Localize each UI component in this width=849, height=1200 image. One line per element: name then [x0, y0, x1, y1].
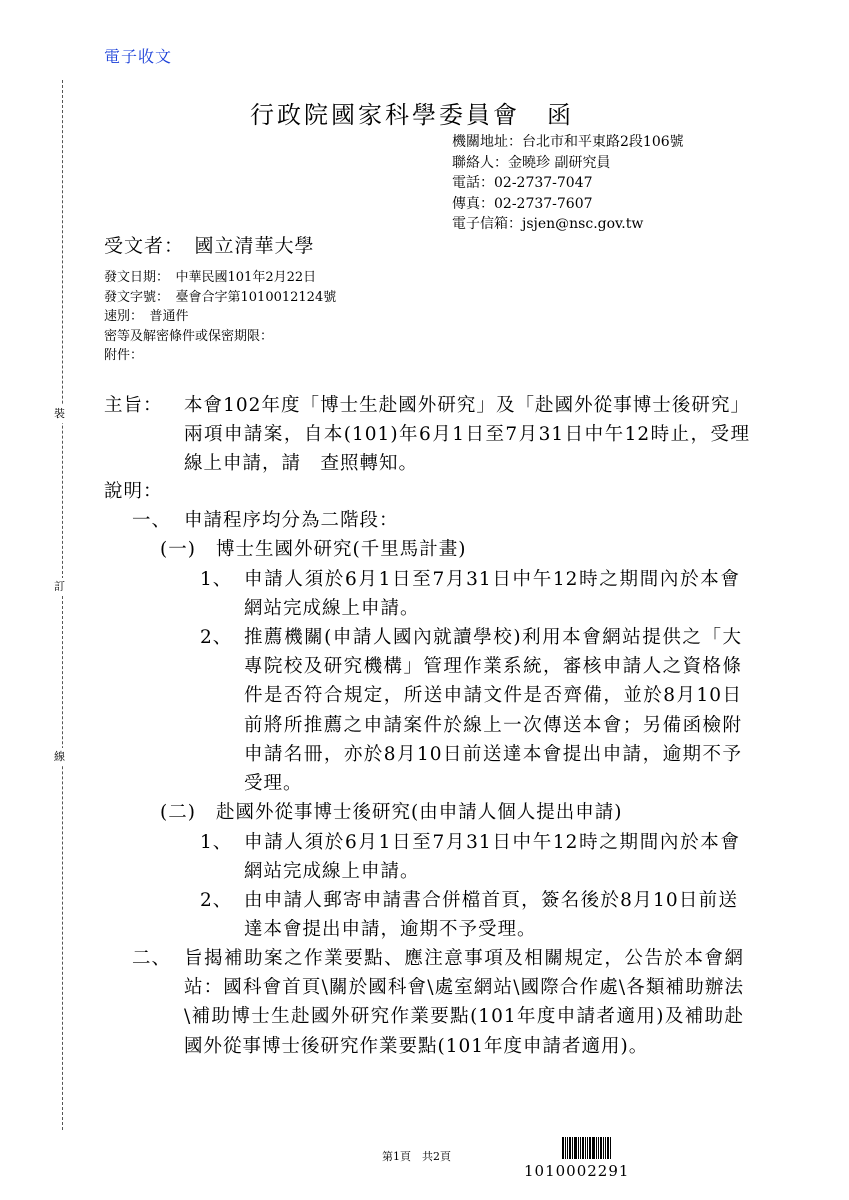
- page-number: 第1頁 共2頁: [382, 1150, 451, 1163]
- document-meta: [104, 268, 336, 366]
- sub1-point1-text: 申請人須於6月1日至7月31日中午12時之期間內於本會網站完成線上申請。: [244, 569, 740, 620]
- barcode-bar: [578, 1137, 579, 1159]
- barcode-bar: [605, 1137, 606, 1159]
- item1-text: 申請程序均分為二階段：: [184, 510, 399, 531]
- subject-text: 本會102年度「博士生赴國外研究」及「赴國外從事博士後研究」兩項申請案，自本(101)年6月1日至7月31日中午12時止，受理線上申請，請 查照轉知。: [184, 395, 750, 475]
- barcode-bar: [582, 1137, 584, 1159]
- urgency: 速別： 普通件: [104, 309, 189, 324]
- barcode-bar: [565, 1137, 566, 1159]
- barcode-bar: [569, 1137, 571, 1159]
- item2-number: 二、: [132, 948, 172, 969]
- barcode-bar: [600, 1137, 602, 1159]
- barcode-bar: [598, 1137, 599, 1159]
- e-receipt-stamp: 電子收文: [104, 47, 173, 66]
- binding-line: [62, 80, 63, 1130]
- sub2-text: 赴國外從事博士後研究(由申請人個人提出申請): [216, 802, 623, 823]
- barcode-bar: [587, 1137, 588, 1159]
- barcode-bar: [574, 1137, 577, 1159]
- barcode-image: [562, 1137, 612, 1159]
- barcode-bar: [607, 1137, 609, 1159]
- barcode-bar: [603, 1137, 604, 1159]
- barcode-bar: [585, 1137, 586, 1159]
- binding-mark-ding: 訂: [54, 578, 65, 596]
- sub2-point2-number: 2、: [200, 890, 233, 911]
- document-number: 發文字號： 臺會合字第1010012124號: [104, 289, 337, 305]
- sub1-text: 博士生國外研究(千里馬計畫): [216, 539, 467, 560]
- document-title: 行政院國家科學委員會 函: [250, 101, 574, 129]
- issue-date: 發文日期： 中華民國101年2月22日: [104, 270, 317, 285]
- subject-label: 主旨：: [104, 395, 163, 416]
- binding-mark-zhuang: 裝: [54, 405, 65, 423]
- item2-text: 旨揭補助案之作業要點、應注意事項及相關規定，公告於本會網站：國科會首頁\關於國科會\處室網站\國際合作處\各類補助辦法\補助博士生赴國外研究作業要點(101年度申請者適用)及補助赴國外從事博士後研究作業要點(101年度申請者適用)。: [184, 948, 744, 1057]
- explanation-label: 說明：: [104, 481, 163, 502]
- barcode-bar: [596, 1137, 597, 1159]
- sub2-point1-text: 申請人須於6月1日至7月31日中午12時之期間內於本會網站完成線上申請。: [244, 832, 740, 883]
- contact-block: [452, 132, 684, 235]
- barcode-bar: [589, 1137, 591, 1159]
- sub1-point2-text: 推薦機關(申請人國內就讀學校)利用本會網站提供之「大專院校及研究機構」管理作業系統，審核申請人之資格條件是否符合規定，所送申請文件是否齊備，並於8月10日前將所推薦之申請案件於線上一次傳送本會；另備函檢附申請名冊，亦於8月10日前送達本會提出申請，逾期不予受理。: [244, 627, 742, 795]
- sub2-label: (二): [160, 802, 196, 823]
- sub2-point1-number: 1、: [200, 832, 233, 853]
- sub2-point2-text: 由申請人郵寄申請書合併檔首頁，簽名後於8月10日前送達本會提出申請，逾期不予受理。: [244, 890, 738, 941]
- contact-phone: 電話：02-2737-7047: [452, 175, 593, 191]
- barcode-bar: [562, 1137, 564, 1159]
- barcode-bar: [592, 1137, 595, 1159]
- sub1-point1-number: 1、: [200, 569, 233, 590]
- barcode-bar: [572, 1137, 573, 1159]
- barcode-bar: [610, 1137, 611, 1159]
- sub1-label: (一): [160, 539, 196, 560]
- contact-address: 機關地址：台北市和平東路2段106號: [452, 134, 684, 150]
- contact-fax: 傳真：02-2737-7607: [452, 195, 593, 212]
- item1-number: 一、: [132, 510, 172, 531]
- binding-mark-xian: 線: [54, 748, 65, 766]
- contact-person: 聯絡人：金曉珍 副研究員: [452, 154, 611, 171]
- sub1-point2-number: 2、: [200, 627, 233, 648]
- barcode-bar: [567, 1137, 568, 1159]
- confidentiality: 密等及解密條件或保密期限：: [104, 328, 274, 344]
- barcode-number: 1010002291: [524, 1162, 630, 1180]
- attachments: 附件：: [104, 348, 144, 363]
- barcode-bar: [580, 1137, 581, 1159]
- recipient: 受文者： 國立清華大學: [104, 235, 315, 257]
- contact-email: 電子信箱：jsjen@nsc.gov.tw: [452, 216, 644, 232]
